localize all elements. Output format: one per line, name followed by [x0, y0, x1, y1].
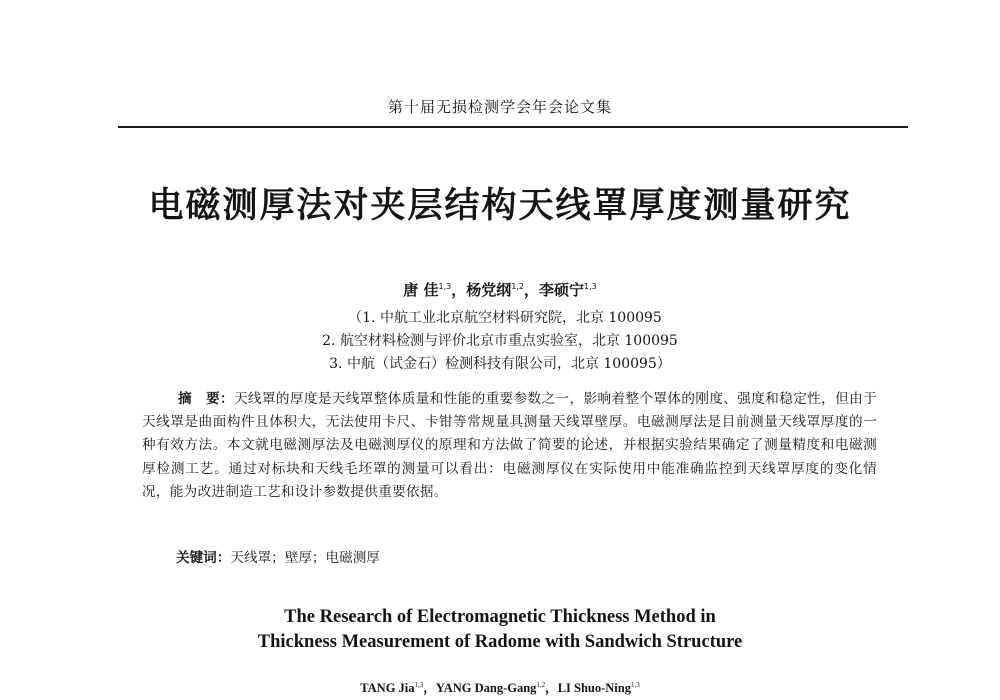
english-author-sup: 1,2	[536, 681, 546, 689]
abstract	[142, 388, 877, 504]
affiliation-line: 2. 航空材料检测与评价北京市重点实验室，北京 100095	[322, 333, 678, 349]
author-separator: ，	[451, 281, 467, 299]
keywords-text: 天线罩；壁厚；电磁测厚	[230, 550, 380, 566]
header-rule	[118, 126, 908, 128]
english-author-name: YANG Dang-Gang	[435, 681, 537, 695]
author-list	[0, 279, 1000, 300]
affiliation-line: 3. 中航（试金石）检测科技有限公司，北京 100095）	[329, 356, 671, 372]
english-author-list	[0, 678, 1000, 696]
author-name: 李硕宁	[539, 281, 585, 299]
english-author-sup: 1,3	[631, 681, 640, 689]
english-author-name: LI Shuo-Ning	[557, 681, 631, 695]
author-affil-sup: 1,3	[438, 282, 452, 291]
keywords-label: 关键词：	[176, 550, 231, 566]
author-name: 唐 佳	[403, 281, 439, 299]
abstract-text: 天线罩的厚度是天线罩整体质量和性能的重要参数之一，影响着整个罩体的刚度、强度和稳定性，但由于天线罩是曲面构件且体积大，无法使用卡尺、卡钳等常规量具测量天线罩壁厚。电磁测厚法是目前测量天线罩厚度的一种有效方法。本文就电磁测厚法及电磁测厚仪的原理和方法做了简要的论述，并根据实验结果确定了测量精度和电磁测厚检测工艺。通过对标块和天线毛坯罩的测量可以看出：电磁测厚仪在实际使用中能准确监控到天线罩厚度的变化情况，能为改进制造工艺和设计参数提供重要依据。	[142, 391, 878, 500]
author-affil-sup: 1,2	[511, 282, 524, 291]
english-title-line: The Research of Electromagnetic Thickness Method in	[284, 607, 716, 627]
english-author-separator: ，	[423, 681, 436, 695]
english-author-sup: 1,3	[414, 681, 424, 689]
affiliation-line: （1. 中航工业北京航空材料研究院，北京 100095	[348, 310, 662, 326]
author-affil-sup: 1,3	[584, 282, 597, 291]
paper-title: 电磁测厚法对夹层结构天线罩厚度测量研究	[148, 186, 852, 226]
english-title	[0, 605, 1000, 655]
affiliation-list	[0, 307, 1000, 376]
author-separator: ，	[523, 281, 539, 299]
keywords	[176, 546, 380, 566]
author-name: 杨党纲	[466, 281, 512, 299]
english-title-line: Thickness Measurement of Radome with Sandwich Structure	[257, 632, 743, 652]
english-author-name: TANG Jia	[360, 681, 415, 695]
running-header: 第十届无损检测学会年会论文集	[387, 98, 612, 116]
english-author-separator: ，	[545, 681, 558, 695]
abstract-label: 摘 要：	[178, 391, 234, 407]
